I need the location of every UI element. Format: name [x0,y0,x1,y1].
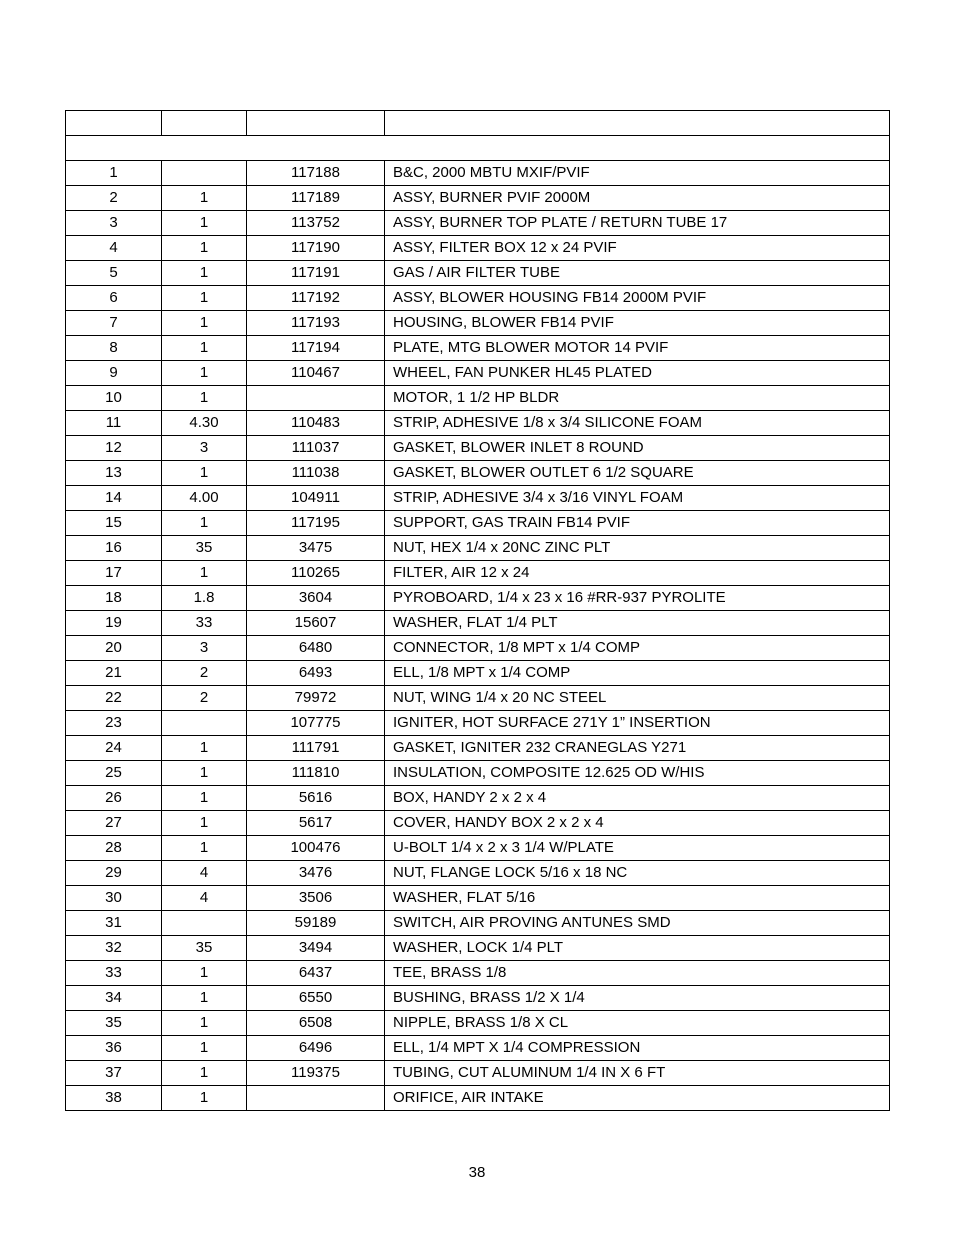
description-cell: GASKET, BLOWER OUTLET 6 1/2 SQUARE [385,460,890,485]
description-cell: ASSY, BLOWER HOUSING FB14 2000M PVIF [385,285,890,310]
item-number-cell: 16 [66,535,162,560]
item-number-cell: 25 [66,760,162,785]
table-row [66,535,890,560]
description-cell: SUPPORT, GAS TRAIN FB14 PVIF [385,510,890,535]
description-cell: STRIP, ADHESIVE 1/8 x 3/4 SILICONE FOAM [385,410,890,435]
quantity-cell: 1 [162,310,247,335]
quantity-cell: 1 [162,760,247,785]
item-number-cell: 26 [66,785,162,810]
item-number-cell: 27 [66,810,162,835]
quantity-cell: 1 [162,510,247,535]
item-number-cell: 10 [66,385,162,410]
description-cell: WASHER, FLAT 1/4 PLT [385,610,890,635]
table-row [66,260,890,285]
quantity-cell: 1 [162,835,247,860]
part-number-cell: 119375 [247,1060,385,1085]
description-cell: GASKET, BLOWER INLET 8 ROUND [385,435,890,460]
item-number-cell: 23 [66,710,162,735]
quantity-cell: 1 [162,460,247,485]
table-row [66,810,890,835]
item-number-cell: 19 [66,610,162,635]
description-cell: PYROBOARD, 1/4 x 23 x 16 #RR-937 PYROLITE [385,585,890,610]
description-cell: SWITCH, AIR PROVING ANTUNES SMD [385,910,890,935]
item-number-cell: 38 [66,1085,162,1110]
quantity-cell: 1 [162,735,247,760]
part-number-cell: 3506 [247,885,385,910]
quantity-cell: 4 [162,885,247,910]
part-number-cell: 6493 [247,660,385,685]
item-number-cell: 5 [66,260,162,285]
description-cell: ORIFICE, AIR INTAKE [385,1085,890,1110]
part-number-cell: 6437 [247,960,385,985]
table-row [66,960,890,985]
part-number-cell: 117190 [247,235,385,260]
table-row [66,585,890,610]
part-number-cell: 107775 [247,710,385,735]
quantity-cell: 1 [162,560,247,585]
part-number-cell: 110467 [247,360,385,385]
quantity-cell: 1 [162,810,247,835]
item-number-cell: 6 [66,285,162,310]
item-number-cell: 28 [66,835,162,860]
table-row [66,310,890,335]
item-number-cell: 18 [66,585,162,610]
table-row [66,710,890,735]
description-cell: TUBING, CUT ALUMINUM 1/4 IN X 6 FT [385,1060,890,1085]
part-number-cell: 3476 [247,860,385,885]
quantity-cell: 35 [162,935,247,960]
quantity-cell: 1 [162,285,247,310]
description-cell: HOUSING, BLOWER FB14 PVIF [385,310,890,335]
quantity-cell: 1 [162,385,247,410]
part-number-cell: 79972 [247,685,385,710]
table-row [66,235,890,260]
part-number-cell: 111037 [247,435,385,460]
item-number-cell: 36 [66,1035,162,1060]
table-header-row [66,111,890,136]
description-cell: CONNECTOR, 1/8 MPT x 1/4 COMP [385,635,890,660]
item-number-cell: 14 [66,485,162,510]
part-number-cell: 111791 [247,735,385,760]
quantity-cell: 1 [162,1035,247,1060]
item-number-cell: 8 [66,335,162,360]
description-cell: WASHER, LOCK 1/4 PLT [385,935,890,960]
description-cell: ASSY, BURNER TOP PLATE / RETURN TUBE 17 [385,210,890,235]
quantity-cell: 4.00 [162,485,247,510]
item-number-cell: 31 [66,910,162,935]
part-number-cell: 6508 [247,1010,385,1035]
description-cell: TEE, BRASS 1/8 [385,960,890,985]
quantity-cell: 1 [162,960,247,985]
quantity-cell: 1 [162,360,247,385]
part-number-cell: 110265 [247,560,385,585]
part-number-cell: 111038 [247,460,385,485]
parts-list-body [66,111,890,1111]
description-cell: BOX, HANDY 2 x 2 x 4 [385,785,890,810]
item-number-cell: 34 [66,985,162,1010]
item-number-cell: 11 [66,410,162,435]
part-number-cell [247,1085,385,1110]
item-number-cell: 17 [66,560,162,585]
description-cell: NIPPLE, BRASS 1/8 X CL [385,1010,890,1035]
item-number-cell: 33 [66,960,162,985]
quantity-cell: 1.8 [162,585,247,610]
table-row [66,735,890,760]
part-number-cell: 6496 [247,1035,385,1060]
item-number-cell: 29 [66,860,162,885]
quantity-cell [162,710,247,735]
table-row [66,760,890,785]
quantity-cell: 1 [162,210,247,235]
table-row [66,360,890,385]
quantity-cell [162,160,247,185]
description-cell: WASHER, FLAT 5/16 [385,885,890,910]
part-number-cell: 111810 [247,760,385,785]
part-number-cell: 117195 [247,510,385,535]
quantity-cell: 1 [162,785,247,810]
item-number-cell: 1 [66,160,162,185]
table-row [66,160,890,185]
description-cell: NUT, HEX 1/4 x 20NC ZINC PLT [385,535,890,560]
part-number-cell: 117192 [247,285,385,310]
part-number-cell: 117191 [247,260,385,285]
description-cell: BUSHING, BRASS 1/2 X 1/4 [385,985,890,1010]
quantity-cell: 3 [162,635,247,660]
part-number-cell: 15607 [247,610,385,635]
parts-list-table [65,110,890,1111]
header-cell-qty [162,111,247,136]
description-cell: COVER, HANDY BOX 2 x 2 x 4 [385,810,890,835]
part-number-cell [247,385,385,410]
table-row [66,660,890,685]
item-number-cell: 21 [66,660,162,685]
table-row [66,635,890,660]
item-number-cell: 37 [66,1060,162,1085]
quantity-cell: 1 [162,235,247,260]
item-number-cell: 24 [66,735,162,760]
part-number-cell: 117194 [247,335,385,360]
part-number-cell: 117189 [247,185,385,210]
part-number-cell: 3494 [247,935,385,960]
table-row [66,385,890,410]
description-cell: ELL, 1/4 MPT X 1/4 COMPRESSION [385,1035,890,1060]
table-row [66,885,890,910]
page-number: 38 [468,1164,486,1181]
table-row [66,435,890,460]
description-cell: NUT, WING 1/4 x 20 NC STEEL [385,685,890,710]
quantity-cell: 4 [162,860,247,885]
description-cell: GASKET, IGNITER 232 CRANEGLAS Y271 [385,735,890,760]
part-number-cell: 117188 [247,160,385,185]
table-row [66,210,890,235]
item-number-cell: 32 [66,935,162,960]
table-row [66,860,890,885]
table-row [66,985,890,1010]
table-row [66,935,890,960]
part-number-cell: 59189 [247,910,385,935]
quantity-cell: 1 [162,260,247,285]
quantity-cell: 2 [162,660,247,685]
quantity-cell: 4.30 [162,410,247,435]
description-cell: WHEEL, FAN PUNKER HL45 PLATED [385,360,890,385]
header-cell-description [385,111,890,136]
table-row [66,560,890,585]
description-cell: U-BOLT 1/4 x 2 x 3 1/4 W/PLATE [385,835,890,860]
description-cell: ASSY, BURNER PVIF 2000M [385,185,890,210]
table-row [66,785,890,810]
quantity-cell: 35 [162,535,247,560]
table-row [66,1010,890,1035]
blank-cell [66,136,890,161]
description-cell: ELL, 1/8 MPT x 1/4 COMP [385,660,890,685]
quantity-cell: 3 [162,435,247,460]
item-number-cell: 35 [66,1010,162,1035]
item-number-cell: 12 [66,435,162,460]
table-row [66,610,890,635]
table-row [66,835,890,860]
description-cell: FILTER, AIR 12 x 24 [385,560,890,585]
table-row [66,1060,890,1085]
item-number-cell: 2 [66,185,162,210]
item-number-cell: 15 [66,510,162,535]
table-blank-row [66,136,890,161]
item-number-cell: 30 [66,885,162,910]
header-cell-part [247,111,385,136]
part-number-cell: 5616 [247,785,385,810]
table-row [66,285,890,310]
part-number-cell: 6480 [247,635,385,660]
description-cell: INSULATION, COMPOSITE 12.625 OD W/HIS [385,760,890,785]
part-number-cell: 104911 [247,485,385,510]
part-number-cell: 3475 [247,535,385,560]
quantity-cell: 1 [162,185,247,210]
item-number-cell: 4 [66,235,162,260]
quantity-cell: 1 [162,1060,247,1085]
description-cell: NUT, FLANGE LOCK 5/16 x 18 NC [385,860,890,885]
header-cell-item [66,111,162,136]
table-row [66,335,890,360]
quantity-cell: 2 [162,685,247,710]
description-cell: PLATE, MTG BLOWER MOTOR 14 PVIF [385,335,890,360]
item-number-cell: 3 [66,210,162,235]
item-number-cell: 7 [66,310,162,335]
quantity-cell [162,910,247,935]
table-row [66,910,890,935]
table-row [66,460,890,485]
quantity-cell: 1 [162,335,247,360]
description-cell: ASSY, FILTER BOX 12 x 24 PVIF [385,235,890,260]
description-cell: IGNITER, HOT SURFACE 271Y 1” INSERTION [385,710,890,735]
table-row [66,1035,890,1060]
description-cell: STRIP, ADHESIVE 3/4 x 3/16 VINYL FOAM [385,485,890,510]
description-cell: MOTOR, 1 1/2 HP BLDR [385,385,890,410]
table-row [66,185,890,210]
part-number-cell: 117193 [247,310,385,335]
item-number-cell: 13 [66,460,162,485]
description-cell: B&C, 2000 MBTU MXIF/PVIF [385,160,890,185]
table-row [66,685,890,710]
quantity-cell: 33 [162,610,247,635]
quantity-cell: 1 [162,1010,247,1035]
table-row [66,1085,890,1110]
part-number-cell: 110483 [247,410,385,435]
part-number-cell: 100476 [247,835,385,860]
table-row [66,510,890,535]
table-row [66,410,890,435]
part-number-cell: 6550 [247,985,385,1010]
part-number-cell: 3604 [247,585,385,610]
part-number-cell: 113752 [247,210,385,235]
item-number-cell: 22 [66,685,162,710]
part-number-cell: 5617 [247,810,385,835]
item-number-cell: 9 [66,360,162,385]
table-row [66,485,890,510]
quantity-cell: 1 [162,985,247,1010]
quantity-cell: 1 [162,1085,247,1110]
description-cell: GAS / AIR FILTER TUBE [385,260,890,285]
item-number-cell: 20 [66,635,162,660]
